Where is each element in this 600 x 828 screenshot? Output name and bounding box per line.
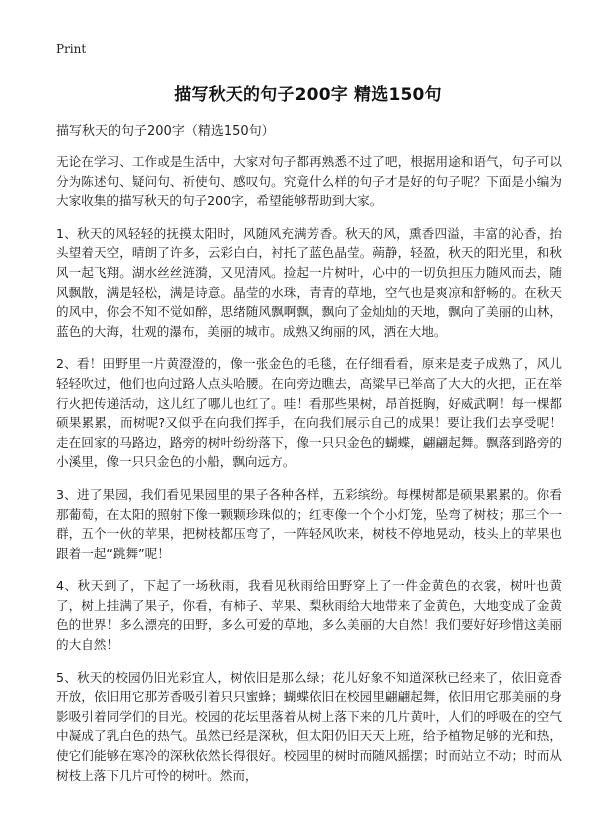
article-body — [56, 152, 562, 798]
paragraph-3: 3、进了果园，我们看见果园里的果子各种各样，五彩缤纷。每棵树都是硕果累累的。你看那葡萄，在太阳的照射下像一颗颗珍珠似的；红枣像一个个小灯笼，坠弯了树枝；那三个一群，五个一伙的苹果，把树枝都压弯了，一阵轻风吹来，树枝不停地晃动，枝头上的苹果也跟着一起“跳舞”呢！ — [56, 486, 562, 561]
paragraph-5: 5、秋天的校园仍旧光彩宜人，树依旧是那么绿；花儿好象不知道深秋已经来了，依旧竟香开放，依旧用它那芳香吸引着只只蜜蜂；蝴蝶依旧在校园里翩翩起舞，依旧用它那美丽的身影吸引着同学们的目光。校园的花坛里落着从树上落下来的几片黄叶，人们的呼吸在的空气中凝成了乳白色的热气。虽然已经是深秋，但太阳仍旧天天上班，给予植物足够的光和热，使它们能够在寒冷的深秋依然长得很好。校园里的树时而随风摇摆；时而站立不动；时而从树枝上落下几片可怜的树叶。然而， — [56, 669, 562, 783]
paragraph-2: 2、看！田野里一片黄澄澄的，像一张金色的毛毯，在仔细看看，原来是麦子成熟了，风儿轻轻吹过，他们也向过路人点头哈腰。在向旁边瞧去，高粱早已举高了大大的火把，正在举行火把传递活动，这儿红了哪儿也红了。哇！看那些果树，昂首挺胸，好威武啊！每一棵都硕果累累，而树呢?又似乎在向我们挥手，在向我们展示自己的成果！要让我们去享受呢！走在回家的马路边，路旁的树叶纷纷落下，像一只只金色的蝴蝶，翩翩起舞。飘落到路旁的小溪里，像一只只金色的小船，飘向远方。 — [56, 356, 562, 470]
paragraph-1: 1、秋天的风轻轻的抚摸太阳时，风随风充满芳香。秋天的风，熏香四溢，丰富的沁香，抬头望着天空，晴朗了许多，云彩白白，衬托了蓝色晶莹。蒴静，轻盈，秋天的阳光里，和秋风一起飞翔。湖水丝丝涟漪，又见清风。捡起一片树叶，心中的一切负担压力随风而去，随风飘散，满是轻松，满是诗意。晶莹的水珠，青青的草地，空气也是爽凉和舒畅的。在秋天的风中，你会不知不觉如醉，思绪随风飘啊飘，飘向了金灿灿的天地，飘向了美丽的山林，蓝色的大海，壮观的瀑布，美丽的城市。成熟又绚丽的风，洒在大地。 — [56, 225, 562, 339]
paragraph-4: 4、秋天到了，下起了一场秋雨，我看见秋雨给田野穿上了一件金黄色的衣裳，树叶也黄了，树上挂满了果子，你看，有柿子、苹果、梨秋雨给大地带来了金黄色，大地变成了金黄色的世界！多么漂亮的田野，多么可爱的草地，多么美丽的大自然！我们要好好珍惜这美丽的大自然！ — [56, 578, 562, 653]
article-title: 描写秋天的句子200字 精选150句 — [174, 85, 442, 105]
print-link[interactable]: Print — [56, 42, 87, 56]
article-subtitle: 描写秋天的句子200字（精选150句） — [56, 124, 275, 139]
intro-paragraph: 无论在学习、工作或是生活中，大家对句子都再熟悉不过了吧，根据用途和语气，句子可以分为陈述句、疑问句、祈使句、感叹句。究竟什么样的句子才是好的句子呢？下面是小编为大家收集的描写秋天的句子200字，希望能够帮助到大家。 — [56, 154, 562, 209]
